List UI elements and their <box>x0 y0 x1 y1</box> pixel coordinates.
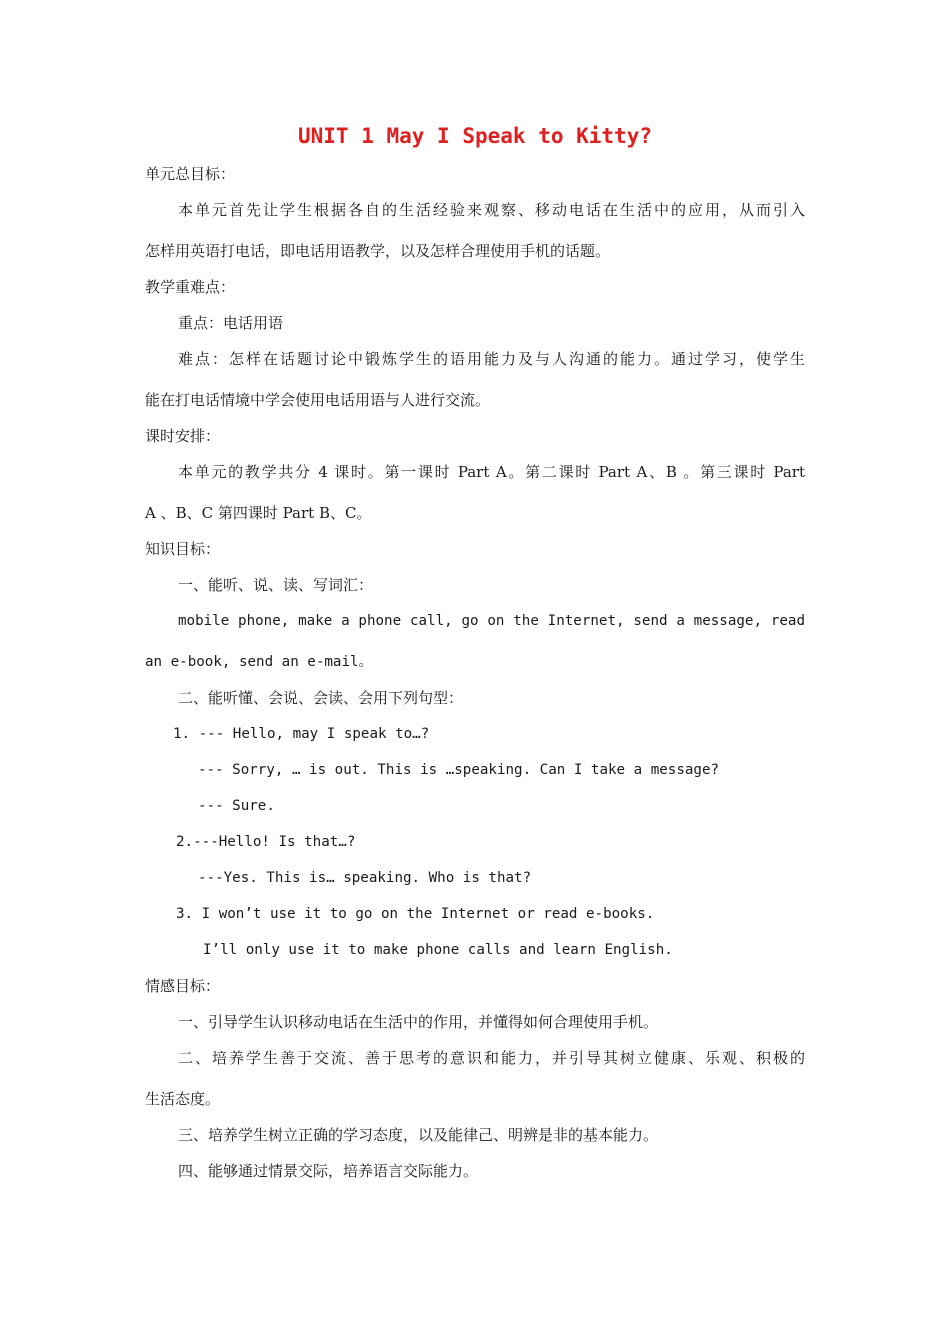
schedule-line-2: A 、B、C 第四课时 Part B、C。 <box>145 504 372 522</box>
sentence-1b: --- Sorry, … is out. This is …speaking. Can I take a message? <box>198 762 720 778</box>
emotion-goal-2-line-2: 生活态度。 <box>145 1090 221 1108</box>
vocabulary-line-2: an e-book, send an e-mail。 <box>145 654 373 670</box>
goals-paragraph-line-1: 本单元首先让学生根据各自的生活经验来观察、移动电话在生活中的应用，从而引入 <box>178 201 805 219</box>
emotion-goal-2-line-1: 二、培养学生善于交流、善于思考的意识和能力，并引导其树立健康、乐观、积极的 <box>178 1049 805 1067</box>
difficult-point-line-2: 能在打电话情境中学会使用电话用语与人进行交流。 <box>145 391 491 409</box>
difficult-point-line-1: 难点：怎样在话题讨论中锻炼学生的语用能力及与人沟通的能力。通过学习，使学生 <box>178 350 805 368</box>
emotion-goal-4: 四、能够通过情景交际，培养语言交际能力。 <box>178 1162 479 1180</box>
emotion-heading: 情感目标： <box>145 977 221 995</box>
key-heading: 教学重难点： <box>145 278 236 296</box>
sentence-patterns-heading: 二、能听懂、会说、会读、会用下列句型： <box>178 689 464 707</box>
emotion-goal-3: 三、培养学生树立正确的学习态度，以及能律己、明辨是非的基本能力。 <box>178 1126 659 1144</box>
goals-paragraph-line-2: 怎样用英语打电话，即电话用语教学，以及怎样合理使用手机的话题。 <box>145 242 611 260</box>
sentence-1a: 1. --- Hello, may I speak to…? <box>173 726 430 742</box>
sentence-3a: 3. I won’t use it to go on the Internet or read e-books. <box>176 906 655 922</box>
schedule-heading: 课时安排： <box>145 427 221 445</box>
sentence-3b: I’ll only use it to make phone calls and learn English. <box>203 942 673 958</box>
sentence-2b: ---Yes. This is… speaking. Who is that? <box>198 870 532 886</box>
emotion-goal-1: 一、引导学生认识移动电话在生活中的作用，并懂得如何合理使用手机。 <box>178 1013 659 1031</box>
key-point: 重点：电话用语 <box>178 314 284 332</box>
schedule-line-1: 本单元的教学共分 4 课时。第一课时 Part A。第二课时 Part A、B 。第三课时 Part <box>178 463 805 481</box>
vocabulary-line-1: mobile phone, make a phone call, go on the Internet, send a message, read <box>178 613 805 629</box>
knowledge-heading: 知识目标： <box>145 540 221 558</box>
page-title: UNIT 1 May I Speak to Kitty? <box>297 124 652 148</box>
goals-heading: 单元总目标： <box>145 165 236 183</box>
sentence-2a: 2.---Hello! Is that…? <box>176 834 356 850</box>
vocabulary-heading: 一、能听、说、读、写词汇： <box>178 576 374 594</box>
sentence-1c: --- Sure. <box>198 798 275 814</box>
